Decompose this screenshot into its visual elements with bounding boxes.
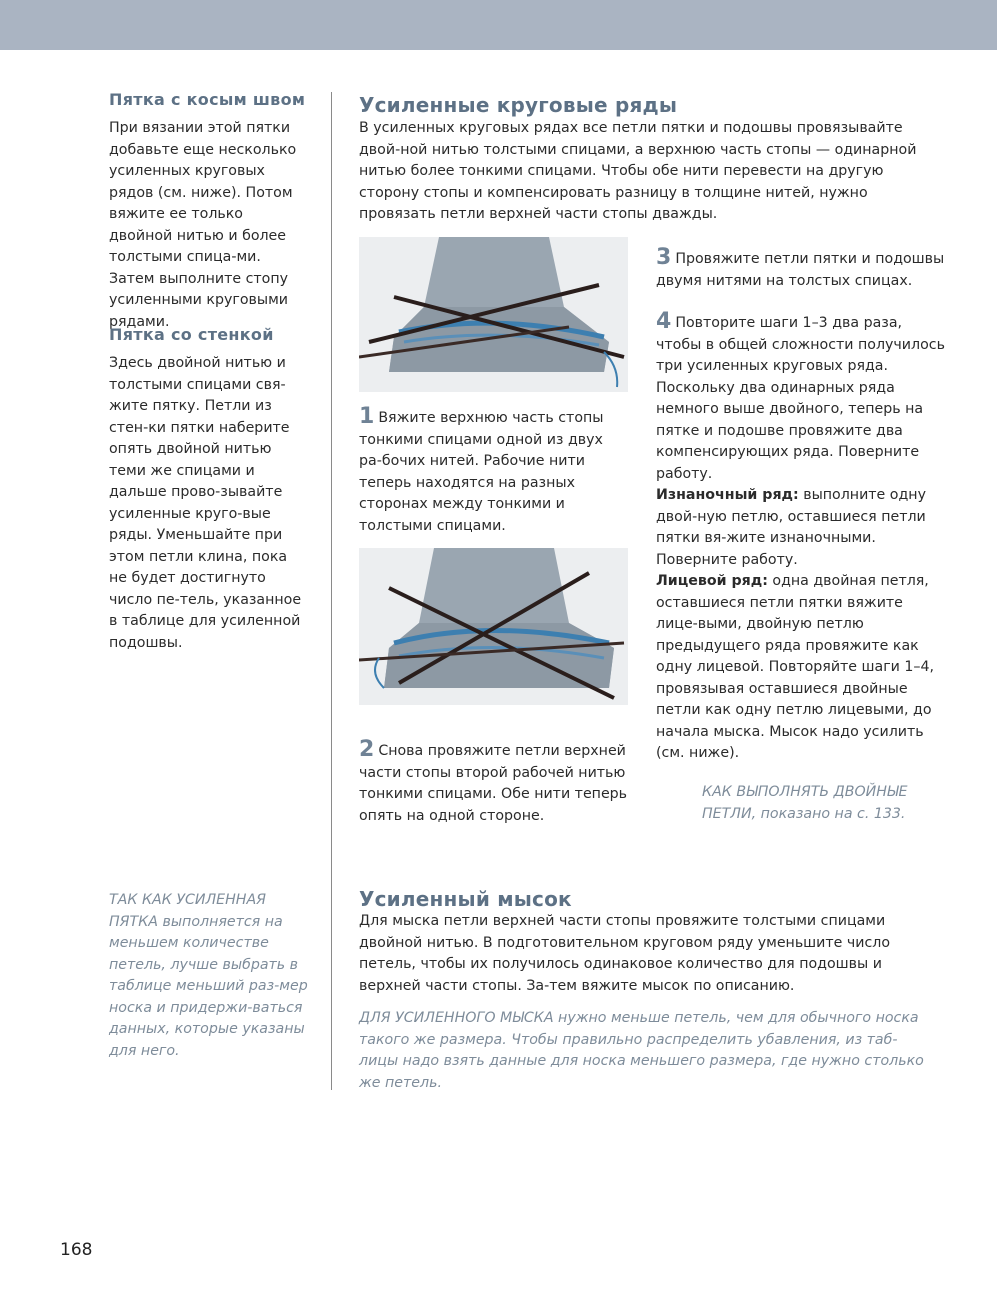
heel-flap-text: Здесь двойной нитью и толстыми спицами свя-жите пятку. Петли из стен-ки пятки наберите опять двойной нитью теми же спицами и дальше прово-зывайте усиленные круго-вые ряды. Уменьшайте при этом петли клина, пока не будет достигнуто число пе-тель, указанное в таблице для усиленной подошвы.	[109, 355, 302, 651]
step-1-number: 1	[359, 404, 375, 429]
wrong-row-label: Изнаночный ряд:	[656, 487, 799, 503]
photo-step-2	[359, 548, 628, 705]
heel-flap-title: Пятка со стенкой	[109, 325, 274, 344]
right-row-label: Лицевой ряд:	[656, 573, 768, 589]
reinforced-rows-intro: В усиленных круговых рядах все петли пятки и подошвы провязывайте двой-ной нитью толстыми спицами, а верхнюю часть стопы — одинарной нитью более тонкими спицами. Чтобы обе нити перевести на другую сторону стопы и компенсировать разницу в толщине нитей, нужно провязать петли верхней части стопы дважды.	[359, 120, 917, 222]
double-stitch-note-rest: , показано на с. 133.	[751, 805, 906, 822]
step-4-number: 4	[656, 309, 672, 334]
step-3-number: 3	[656, 245, 672, 270]
heel-slant-title: Пятка с косым швом	[109, 90, 306, 109]
toe-note	[359, 1008, 924, 1094]
double-stitch-note	[702, 782, 922, 825]
toe-note-lead: ДЛЯ УСИЛЕННОГО МЫСКА	[359, 1010, 554, 1026]
reinforced-toe-title: Усиленный мысок	[359, 887, 572, 911]
photo-step-1	[359, 237, 628, 392]
heel-size-note-lead: ТАК КАК УСИЛЕННАЯ ПЯТКА	[109, 892, 267, 930]
reinforced-toe-text: Для мыска петли верхней части стопы провяжите толстыми спицами двойной нитью. В подготовительном круговом ряду уменьшите число петель, чтобы их получилось одинаковое количество для подошвы и верхней части стопы. За-тем вяжите мысок по описанию.	[359, 913, 891, 994]
page-number: 168	[60, 1240, 93, 1260]
toe-note-rest: нужно меньше петель, чем для обычного носка такого же размера. Чтобы правильно распределить убавления, из таб-лицы надо взять данные для носка меньшего размера, где нужно столько же петель.	[359, 1010, 924, 1091]
column-divider	[331, 92, 332, 1090]
step-1-text: Вяжите верхнюю часть стопы тонкими спицами одной из двух ра-бочих нитей. Рабочие нити теперь находятся на разных сторонах между тонкими и толстыми спицами.	[359, 410, 604, 534]
step-4	[656, 311, 946, 765]
heel-slant-text: При вязании этой пятки добавьте еще несколько усиленных круговых рядов (см. ниже). Потом вяжите ее только двойной нитью и более толстыми спица-ми. Затем выполните стопу усиленными круговыми рядами.	[109, 120, 297, 330]
step-4-text: Повторите шаги 1–3 два раза, чтобы в общей сложности получилось три усиленных круговых ряда. Поскольку два одинарных ряда немного выше двойного, теперь на пятке и подошве провяжите два компенсирующих ряда. Поверните работу.	[656, 315, 945, 482]
header-bar	[0, 0, 997, 50]
heel-size-note	[109, 890, 309, 1062]
step-2-number: 2	[359, 737, 375, 762]
right-row-text: одна двойная петля, оставшиеся петли пятки вяжите лице-выми, двойную петлю предыдущего ряда провяжите как одну лицевой. Повторяйте шаги 1–4, провязывая оставшиеся двойные петли как одну петлю лицевыми, до начала мыска. Мысок надо усилить (см. ниже).	[656, 573, 935, 761]
wrong-row-text: выполните одну двой-ную петлю, оставшиеся петли пятки вя-жите изнаночными. Поверните работу.	[656, 487, 926, 568]
step-2	[359, 739, 629, 827]
double-stitch-note-lead: КАК ВЫПОЛНЯТЬ ДВОЙНЫЕ ПЕТЛИ	[702, 784, 908, 822]
reinforced-rows-title: Усиленные круговые ряды	[359, 93, 678, 117]
step-1	[359, 406, 629, 537]
step-3	[656, 247, 946, 292]
heel-size-note-rest: выполняется на меньшем количестве петель, лучше выбрать в таблице меньший раз-мер носка и придержи-ваться данных, которые указаны для него.	[109, 913, 308, 1059]
step-3-text: Провяжите петли пятки и подошвы двумя нитями на толстых спицах.	[656, 251, 945, 289]
step-2-text: Снова провяжите петли верхней части стопы второй рабочей нитью тонкими спицами. Обе нити теперь опять на одной стороне.	[359, 743, 628, 824]
